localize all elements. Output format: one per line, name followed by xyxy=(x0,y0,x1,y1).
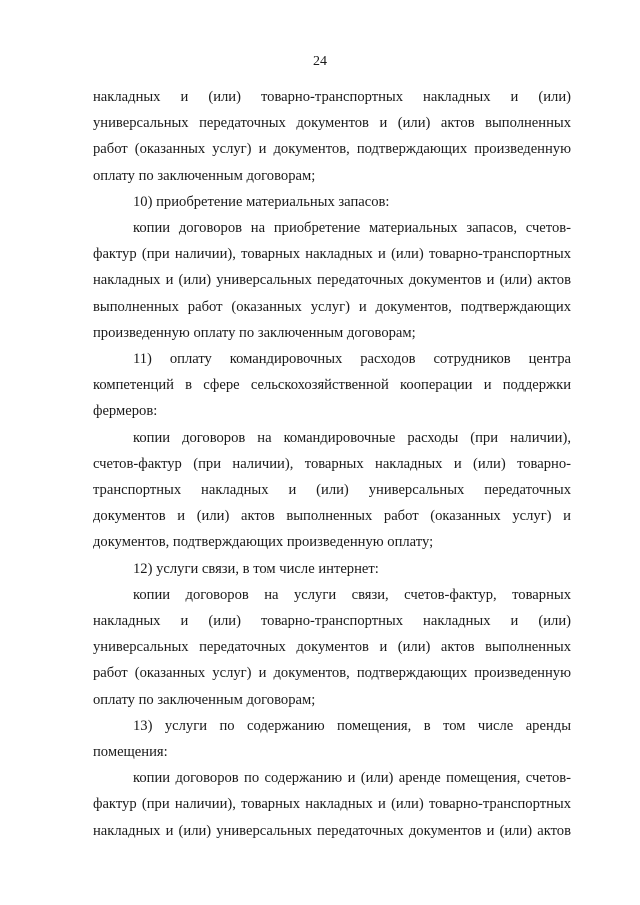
paragraph xyxy=(93,425,571,556)
text-line: накладных и (или) универсальных передаточных документов и (или) актов xyxy=(93,822,571,839)
paragraph xyxy=(93,346,571,425)
text-line: 13) услуги по содержанию помещения, в том числе аренды xyxy=(133,717,571,734)
paragraph xyxy=(93,713,571,765)
text-line: накладных и (или) универсальных передаточных документов и (или) актов xyxy=(93,272,571,289)
text-line: оплату по заключенным договорам; xyxy=(93,691,316,708)
text-line: документов, подтверждающих произведенную оплату; xyxy=(93,534,434,551)
text-line: накладных и (или) товарно-транспортных накладных и (или) xyxy=(93,89,571,105)
text-line: фермеров: xyxy=(93,403,158,420)
text-line: копии договоров на командировочные расходы (при наличии), xyxy=(133,429,571,446)
text-line: 12) услуги связи, в том числе интернет: xyxy=(133,560,379,577)
text-line: оплату по заключенным договорам; xyxy=(93,167,316,184)
text-line: выполненных работ (оказанных услуг) и документов, подтверждающих xyxy=(93,298,571,315)
text-line: копии договоров по содержанию и (или) аренде помещения, счетов- xyxy=(133,770,571,787)
text-line: 10) приобретение материальных запасов: xyxy=(133,193,390,210)
text-line: произведенную оплату по заключенным договорам; xyxy=(93,324,416,341)
text-line: фактур (при наличии), товарных накладных и (или) товарно-транспортных xyxy=(93,246,571,263)
paragraph xyxy=(93,215,571,346)
text-line: компетенций в сфере сельскохозяйственной кооперации и поддержки xyxy=(93,377,571,394)
text-line: работ (оказанных услуг) и документов, подтверждающих произведенную xyxy=(93,141,571,158)
page-number: 24 xyxy=(313,54,327,69)
text-line: работ (оказанных услуг) и документов, подтверждающих произведенную xyxy=(93,665,571,682)
text-line: универсальных передаточных документов и (или) актов выполненных xyxy=(93,639,571,656)
text-line: универсальных передаточных документов и (или) актов выполненных xyxy=(93,115,571,132)
text-line: фактур (при наличии), товарных накладных и (или) товарно-транспортных xyxy=(93,796,571,813)
paragraph xyxy=(93,765,571,844)
text-line: транспортных накладных и (или) универсальных передаточных xyxy=(93,482,571,499)
paragraph xyxy=(93,556,571,582)
text-line: 11) оплату командировочных расходов сотрудников центра xyxy=(133,351,571,368)
paragraph xyxy=(93,582,571,713)
text-line: документов и (или) актов выполненных работ (оказанных услуг) и xyxy=(93,508,571,525)
paragraph xyxy=(93,189,571,215)
document-body xyxy=(93,84,571,844)
text-line: помещения: xyxy=(93,744,168,761)
paragraph xyxy=(93,84,571,189)
text-line: счетов-фактур (при наличии), товарных накладных и (или) товарно- xyxy=(93,455,571,472)
text-line: копии договоров на услуги связи, счетов-фактур, товарных xyxy=(133,586,571,603)
text-line: накладных и (или) товарно-транспортных накладных и (или) xyxy=(93,613,571,630)
text-line: копии договоров на приобретение материальных запасов, счетов- xyxy=(133,220,571,237)
